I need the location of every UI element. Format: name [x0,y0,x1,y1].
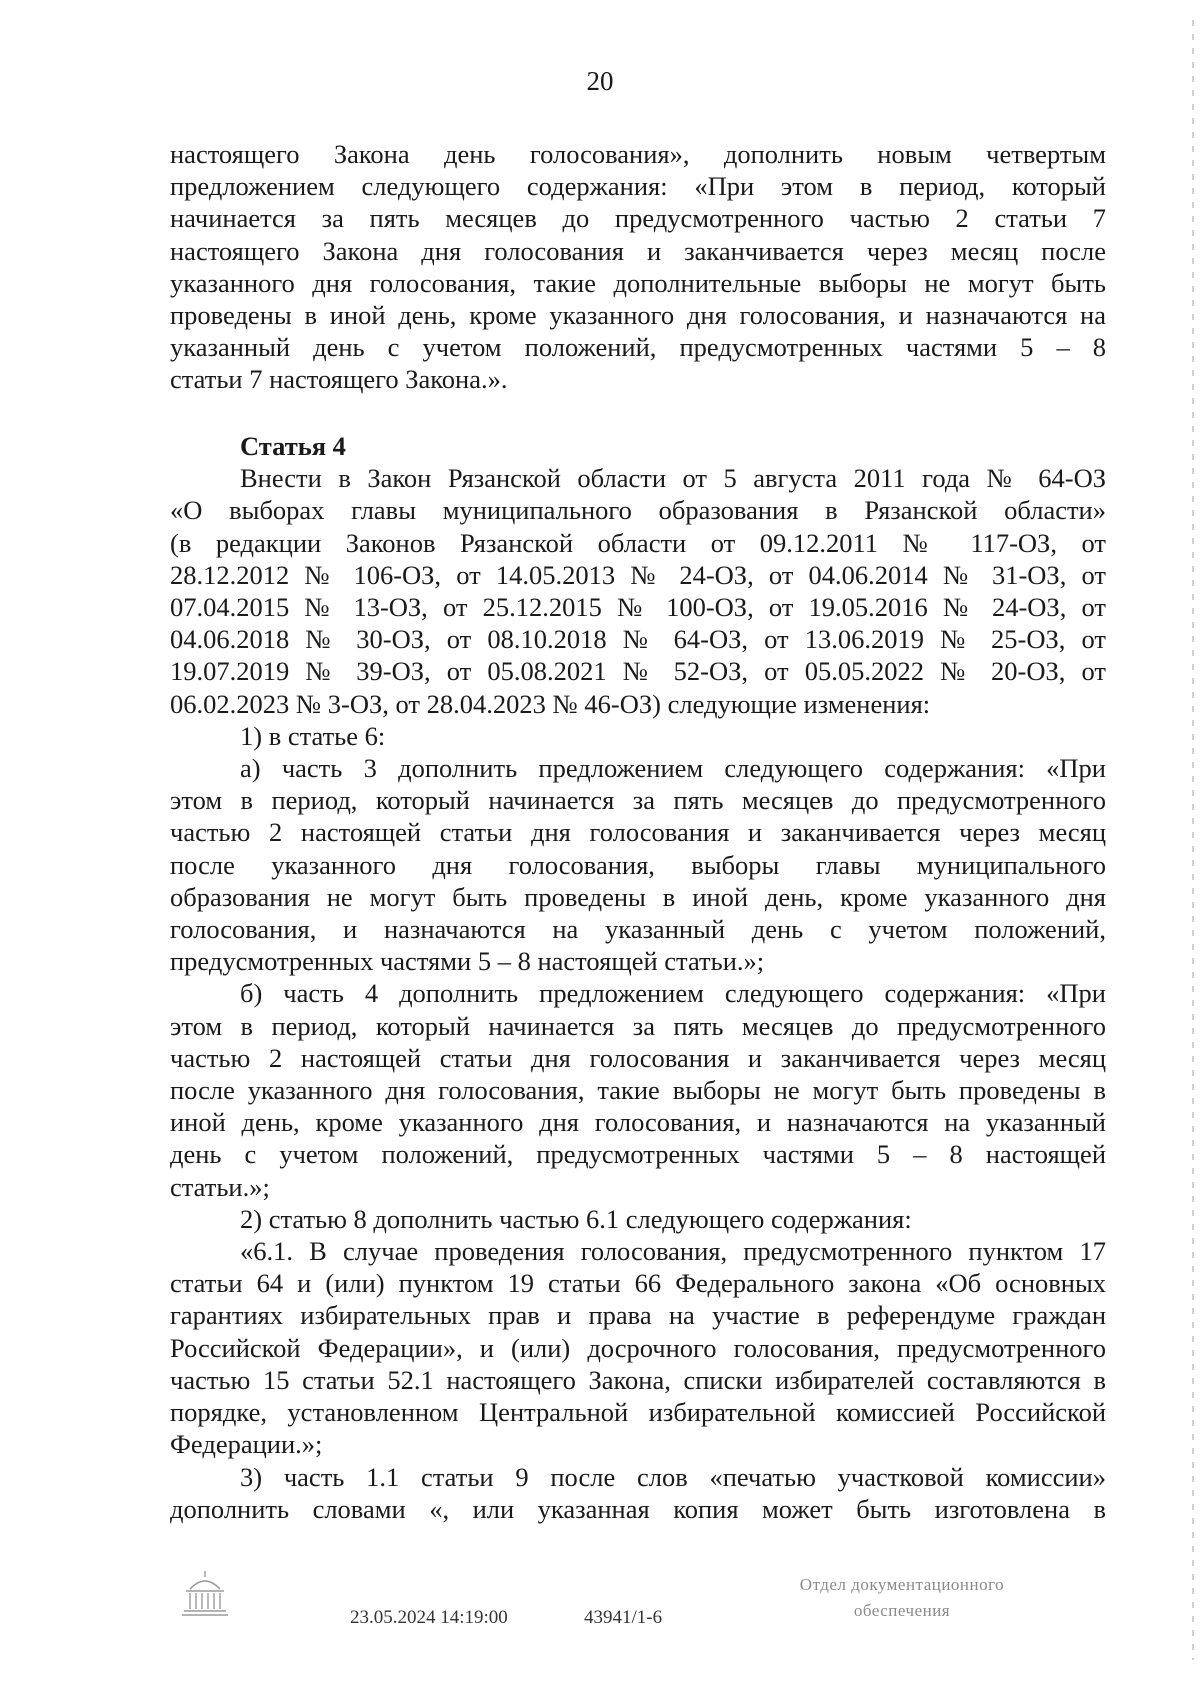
list-item-1: 1) в статье 6: [240,720,386,751]
text-line: гарантиях избирательных прав и права на участие в референдуме граждан [170,1300,1106,1331]
list-item-2: 2) статью 8 дополнить частью 6.1 следующего содержания: [240,1203,912,1234]
text-line: Российской Федерации», и (или) досрочного голосования, предусмотренного [170,1332,1106,1363]
text-line: дополнить словами «, или указанная копия может быть изготовлена в [170,1493,1106,1524]
text-line: предусмотренных частями 5 – 8 настоящей статьи.»; [170,946,765,977]
text-line: указанного дня голосования, такие дополнительные выборы не могут быть [170,267,1106,298]
text-line: этом в период, который начинается за пять месяцев до предусмотренного [170,1010,1106,1041]
text-line: настоящего Закона дня голосования и заканчивается через месяц после [170,235,1106,266]
text-line: 07.04.2015 № 13-ОЗ, от 25.12.2015 № 100-ОЗ, от 19.05.2016 № 24-ОЗ, от [170,592,1106,623]
text-line: иной день, кроме указанного дня голосования, и назначаются на указанный [170,1107,1106,1138]
text-line: 06.02.2023 № 3-ОЗ, от 28.04.2023 № 46-ОЗ) следующие изменения: [170,688,931,719]
text-line: этом в период, который начинается за пять месяцев до предусмотренного [170,785,1106,816]
text-line: статьи 64 и (или) пунктом 19 статьи 66 Федерального закона «Об основных [170,1268,1106,1299]
department-stamp-line-1: Отдел документационного [799,1575,1005,1594]
text-line: предложением следующего содержания: «При этом в период, который [170,171,1106,202]
text-line: (в редакции Законов Рязанской области от 09.12.2011 № 117-ОЗ, от [170,527,1106,558]
text-line: а) часть 3 дополнить предложением следующего содержания: «При [240,753,1106,784]
text-line: начинается за пять месяцев до предусмотренного частью 2 статьи 7 [170,203,1106,234]
text-line: 19.07.2019 № 39-ОЗ, от 05.08.2021 № 52-ОЗ, от 05.05.2022 № 20-ОЗ, от [170,656,1106,687]
text-line: статьи.»; [170,1171,270,1202]
text-line: настоящего Закона день голосования», дополнить новым четвертым [170,139,1106,169]
list-item-3: 3) часть 1.1 статьи 9 после слов «печатью участковой комиссии» [240,1461,1106,1492]
department-stamp-line-2: обеспечения [853,1601,951,1620]
text-line: после указанного дня голосования, такие выборы не могут быть проведены в [170,1075,1106,1106]
building-emblem-icon [180,1567,230,1619]
text-line: день с учетом положений, предусмотренных частями 5 – 8 настоящей [170,1139,1106,1170]
text-line: указанный день с учетом положений, предусмотренных частями 5 – 8 [170,332,1106,363]
department-stamp [752,1572,1052,1624]
text-line: «6.1. В случае проведения голосования, предусмотренного пунктом 17 [240,1236,1106,1267]
article-heading: Статья 4 [240,431,346,461]
text-line: частью 2 настоящей статьи дня голосования и заканчивается через месяц [170,817,1106,848]
text-line: проведены в иной день, кроме указанного дня голосования, и назначаются на [170,300,1106,331]
text-line: «О выборах главы муниципального образования в Рязанской области» [170,495,1106,526]
text-line: образования не могут быть проведены в иной день, кроме указанного дня [170,881,1106,912]
text-line: 28.12.2012 № 106-ОЗ, от 14.05.2013 № 24-ОЗ, от 04.06.2014 № 31-ОЗ, от [170,559,1106,590]
text-line: статьи 7 настоящего Закона.». [170,364,508,395]
text-line: частью 15 статьи 52.1 настоящего Закона, списки избирателей составляются в [170,1364,1106,1395]
article-4-section [170,430,1106,1525]
text-line: Федерации.»; [170,1429,323,1460]
text-line: голосования, и назначаются на указанный день с учетом положений, [170,914,1106,945]
page-number: 20 [586,66,614,96]
scan-margin-marks [1192,20,1194,1660]
stamp-document-id: 43941/1-6 [584,1607,663,1628]
text-line: Внести в Закон Рязанской области от 5 августа 2011 года № 64-ОЗ [240,463,1106,494]
text-line: порядке, установленном Центральной избирательной комиссией Российской [170,1397,1106,1428]
text-line: частью 2 настоящей статьи дня голосования и заканчивается через месяц [170,1042,1106,1073]
text-line: после указанного дня голосования, выборы главы муниципального [170,849,1106,880]
stamp-timestamp: 23.05.2024 14:19:00 [350,1607,508,1628]
text-line: 04.06.2018 № 30-ОЗ, от 08.10.2018 № 64-ОЗ, от 13.06.2019 № 25-ОЗ, от [170,624,1106,655]
text-line: б) часть 4 дополнить предложением следующего содержания: «При [240,978,1106,1009]
paragraph-continuation [170,138,1106,396]
